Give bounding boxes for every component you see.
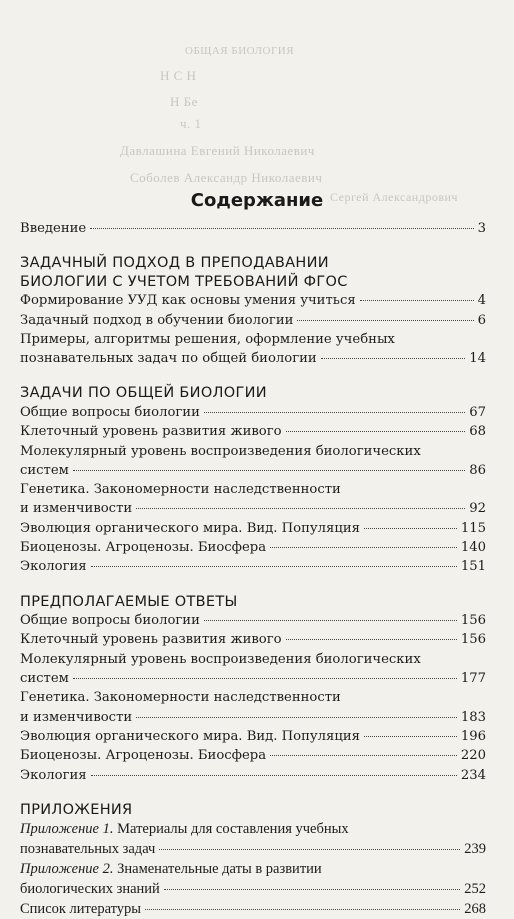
toc-entry[interactable] (20, 461, 486, 480)
toc-entry-title: Общие вопросы биологии (20, 613, 200, 629)
section-heading: БИОЛОГИИ С УЧЕТОМ ТРЕБОВАНИЙ ФГОС (20, 273, 348, 290)
toc-entry[interactable] (20, 403, 486, 422)
toc-entry-page: 151 (460, 559, 486, 575)
toc-entry-title: Биоценозы. Агроценозы. Биосфера (20, 540, 267, 556)
toc-entry-page: 234 (460, 767, 486, 783)
dot-leader (159, 849, 460, 850)
toc-entry-page: 220 (460, 748, 486, 764)
toc-entry-title: систем (20, 671, 69, 687)
toc-section (20, 254, 486, 368)
spacer (20, 238, 486, 254)
spacer (20, 785, 486, 801)
dot-leader (91, 775, 457, 776)
appendix-title: Знаменательные даты в развитии (113, 861, 322, 878)
toc-entry-title: Задачный подход в обучении биологии (20, 312, 294, 328)
toc-entry-title: Экология (20, 559, 87, 575)
spacer (20, 577, 486, 593)
toc-entry[interactable] (20, 611, 486, 630)
dot-leader (164, 889, 460, 890)
toc-entry-title[interactable] (20, 859, 486, 879)
page-title: Содержание (190, 190, 324, 211)
toc-entry-title[interactable]: Молекулярный уровень воспроизведения биологических (20, 651, 421, 667)
toc-entry[interactable] (20, 669, 486, 688)
toc-entry-title: Клеточный уровень развития живого (20, 424, 282, 440)
toc-entry[interactable] (20, 349, 486, 368)
toc-entry-title[interactable]: Генетика. Закономерности наследственности (20, 690, 341, 706)
toc-entry-title: биологических знаний (20, 881, 160, 898)
toc-entry-title: Экология (20, 767, 87, 783)
toc-entry-title[interactable]: Молекулярный уровень воспроизведения биологических (20, 443, 421, 459)
toc-entry-title[interactable] (20, 819, 486, 839)
dot-leader (364, 736, 457, 737)
toc-entry[interactable] (20, 727, 486, 746)
toc-entry-title: Формирование УУД как основы умения учиться (20, 293, 356, 309)
toc-entry[interactable] (20, 519, 486, 538)
toc-entry-page: 268 (464, 901, 486, 918)
section-heading: ПРИЛОЖЕНИЯ (20, 801, 133, 818)
ghost-text: Давлашина Евгений Николаевич (120, 143, 315, 158)
ghost-text: Н С Н (160, 68, 197, 83)
dot-leader (286, 431, 466, 432)
dot-leader (204, 412, 465, 413)
toc-entry[interactable] (20, 839, 486, 859)
toc-entry[interactable] (20, 630, 486, 649)
toc-entry[interactable] (20, 291, 486, 310)
ghost-text: Н Бе (170, 94, 198, 109)
toc-entry[interactable] (20, 311, 486, 330)
toc-entry[interactable] (20, 219, 486, 238)
dot-leader (270, 755, 457, 756)
section-heading: ЗАДАЧНЫЙ ПОДХОД В ПРЕПОДАВАНИИ (20, 255, 329, 272)
appendix-label: Приложение 2. (20, 861, 114, 878)
toc-entry[interactable] (20, 422, 486, 441)
toc-entry-title: Эволюция органического мира. Вид. Популяция (20, 520, 360, 536)
section-heading: ПРЕДПОЛАГАЕМЫЕ ОТВЕТЫ (20, 593, 238, 610)
toc-entry-title: Введение (20, 221, 87, 236)
toc-entry-page: 239 (464, 841, 486, 858)
toc-entry[interactable] (20, 557, 486, 576)
toc-entry-page: 86 (469, 462, 486, 478)
toc-entry-title: Биоценозы. Агроценозы. Биосфера (20, 748, 267, 764)
toc-entry-page: 4 (477, 293, 486, 309)
toc-entry-title: Список литературы (20, 901, 142, 918)
toc-entry-title: Клеточный уровень развития живого (20, 632, 282, 648)
toc-entry-title: Эволюция органического мира. Вид. Популяция (20, 728, 360, 744)
dot-leader (91, 566, 457, 567)
toc-entry-page: 115 (460, 520, 486, 536)
toc-entry-page: 6 (477, 312, 486, 328)
toc-entry-title[interactable]: Примеры, алгоритмы решения, оформление учебных (20, 331, 395, 347)
toc-entry[interactable] (20, 879, 486, 899)
ghost-text: Соболев Александр Николаевич (130, 170, 323, 185)
toc-entry-page: 156 (460, 613, 486, 629)
toc-entry-page: 196 (460, 728, 486, 744)
toc-entry[interactable] (20, 708, 486, 727)
section-heading: ЗАДАЧИ ПО ОБЩЕЙ БИОЛОГИИ (20, 385, 267, 402)
toc-entry[interactable] (20, 538, 486, 557)
toc-entry-page: 67 (469, 404, 486, 420)
toc-entry[interactable] (20, 499, 486, 518)
ghost-text: Сергей Александрович (330, 190, 458, 204)
dot-leader (136, 508, 465, 509)
toc-entry-page: 177 (460, 671, 486, 687)
toc-section (20, 593, 486, 785)
table-of-contents (20, 219, 486, 919)
toc-entry-title: познавательных задач по общей биологии (20, 351, 317, 367)
toc-entry-page: 14 (469, 351, 486, 367)
dot-leader (90, 228, 473, 229)
toc-entry-title: познавательных задач (20, 841, 156, 858)
toc-entry-page: 92 (469, 501, 486, 517)
toc-entry-page: 156 (460, 632, 486, 648)
dot-leader (364, 528, 457, 529)
toc-entry-page: 68 (469, 424, 486, 440)
toc-section (20, 384, 486, 576)
toc-entry-title: Общие вопросы биологии (20, 404, 200, 420)
toc-section-appendix (20, 801, 486, 919)
toc-entry[interactable] (20, 899, 486, 919)
dot-leader (145, 909, 460, 910)
toc-entry[interactable] (20, 746, 486, 765)
toc-entry-title[interactable]: Генетика. Закономерности наследственности (20, 482, 341, 498)
toc-entry[interactable] (20, 766, 486, 785)
dot-leader (360, 300, 474, 301)
dot-leader (73, 470, 465, 471)
dot-leader (321, 358, 466, 359)
toc-entry-title: и изменчивости (20, 501, 133, 517)
toc-entry-page: 140 (460, 540, 486, 556)
toc-entry-title: и изменчивости (20, 709, 133, 725)
dot-leader (204, 620, 457, 621)
dot-leader (297, 320, 473, 321)
toc-entry-page: 252 (464, 881, 486, 898)
dot-leader (270, 547, 457, 548)
toc-entry-page: 183 (460, 709, 486, 725)
appendix-title: Материалы для составления учебных (113, 821, 349, 838)
ghost-text: ч. 1 (180, 116, 202, 131)
toc-entry-page: 3 (477, 221, 486, 236)
toc-entry-title: систем (20, 462, 69, 478)
appendix-label: Приложение 1. (20, 821, 114, 838)
dot-leader (136, 717, 457, 718)
dot-leader (73, 678, 457, 679)
dot-leader (286, 639, 457, 640)
ghost-text: ОБЩАЯ БИОЛОГИЯ (185, 45, 295, 57)
spacer (20, 368, 486, 384)
